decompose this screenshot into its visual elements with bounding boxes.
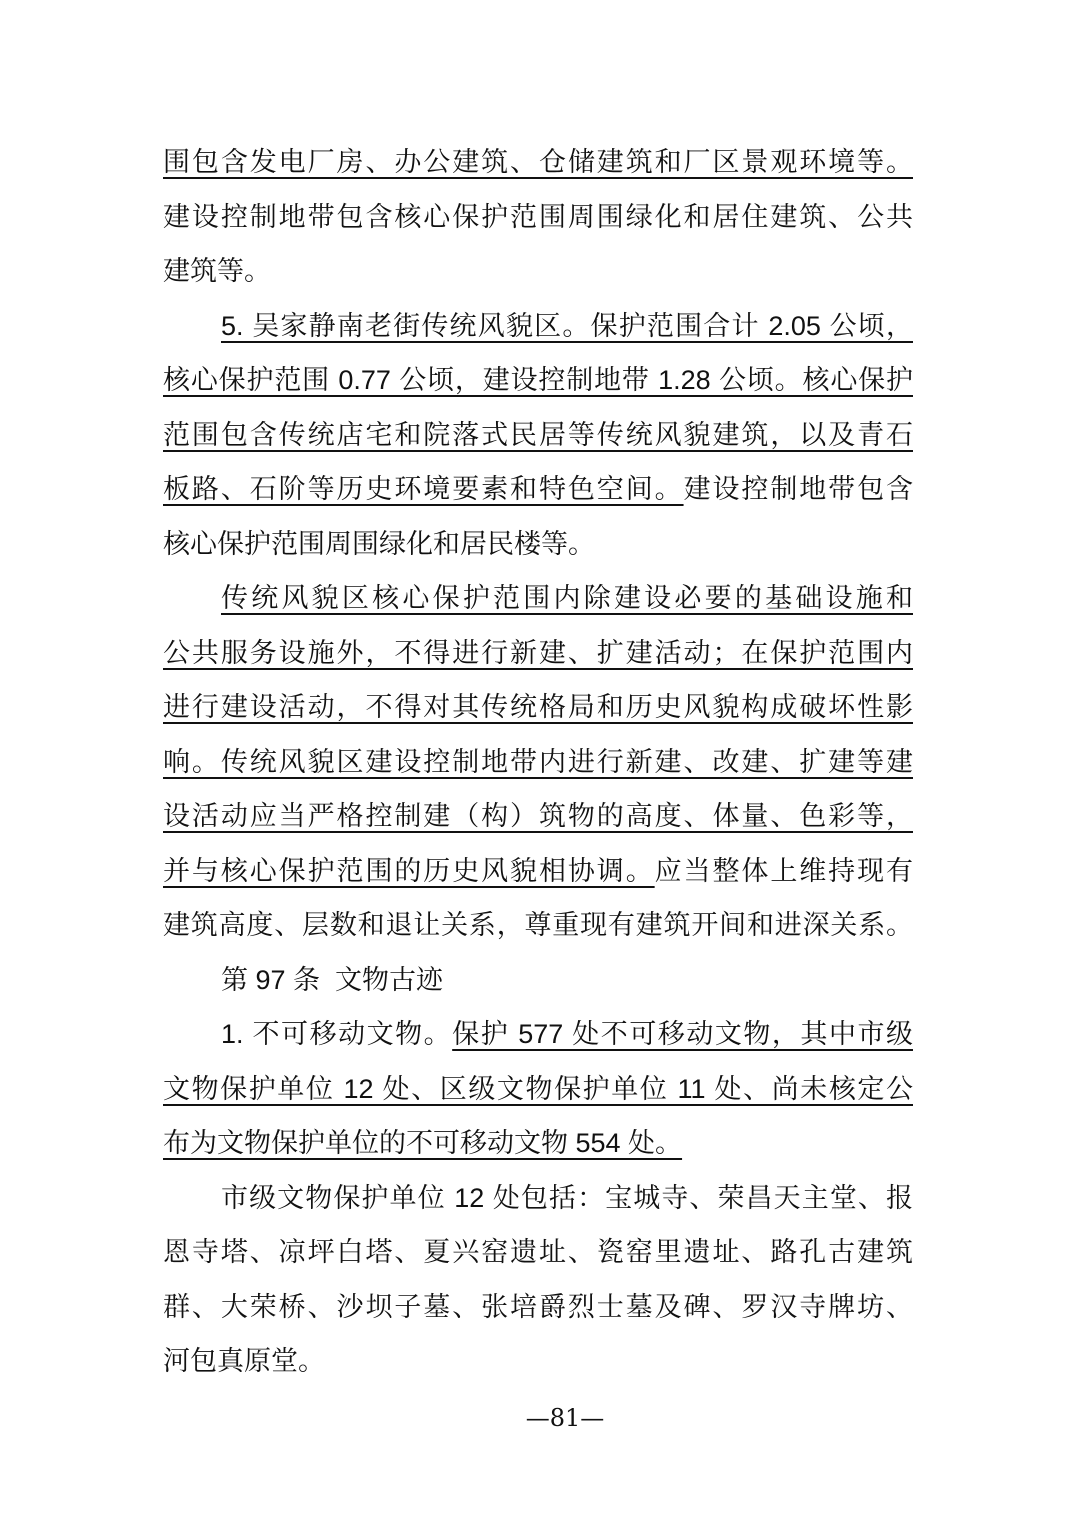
underlined-text: 文物保护单位 12 处、区级文物保护单位 11 处、尚未核定公 — [163, 1073, 913, 1104]
body-text: 群、大荣桥、沙坝子墓、张培爵烈士墓及碑、罗汉寺牌坊、 — [163, 1291, 913, 1322]
text-line — [163, 1225, 913, 1280]
paragraph-previous-item-continuation — [163, 135, 913, 299]
text-line — [163, 898, 913, 953]
text-line — [163, 735, 913, 790]
paragraph-item-5 — [163, 299, 913, 572]
page-number: —81— — [525, 1404, 605, 1432]
text-line — [163, 244, 913, 299]
underlined-text: 围包含发电厂房、办公建筑、仓储建筑和厂区景观环境等。 — [163, 147, 913, 177]
body-text: 市级文物保护单位 12 处包括：宝城寺、荣昌天主堂、报 — [221, 1182, 913, 1213]
text-line — [163, 1280, 913, 1335]
underlined-text: 布为文物保护单位的不可移动文物 554 处。 — [163, 1128, 683, 1158]
text-line — [163, 299, 913, 354]
text-line — [163, 1007, 913, 1062]
body-text: 建筑等。 — [163, 256, 271, 286]
text-line — [163, 789, 913, 844]
article-title: 第 97 条 文物古迹 — [221, 964, 444, 995]
underlined-text: 并与核心保护范围的历史风貌相协调。 — [163, 855, 655, 886]
heading-line — [163, 953, 913, 1008]
text-line — [163, 844, 913, 899]
text-line — [163, 680, 913, 735]
text-line — [163, 517, 913, 572]
body-text: 建筑高度、层数和退让关系，尊重现有建筑开间和进深关系。 — [163, 910, 913, 940]
text-line — [163, 1334, 913, 1389]
body-text: 河包真原堂。 — [163, 1346, 325, 1376]
text-line — [163, 135, 913, 190]
underlined-text: 范围包含传统店宅和院落式民居等传统风貌建筑，以及青石 — [163, 419, 913, 450]
text-line — [163, 626, 913, 681]
text-line — [163, 408, 913, 463]
underlined-text: 传统风貌区核心保护范围内除建设必要的基础设施和 — [221, 583, 913, 613]
body-text: 恩寺塔、凉坪白塔、夏兴窑遗址、瓷窑里遗址、路孔古建筑 — [163, 1237, 913, 1267]
underlined-text: 进行建设活动，不得对其传统格局和历史风貌构成破坏性影 — [163, 692, 913, 722]
text-line — [163, 1116, 913, 1171]
underlined-text: 板路、石阶等历史环境要素和特色空间。 — [163, 474, 684, 504]
article-heading — [163, 953, 913, 1008]
underlined-text: 响。传统风貌区建设控制地带内进行新建、改建、扩建等建 — [163, 746, 913, 777]
underlined-text: 保护 577 处不可移动文物，其中市级 — [452, 1019, 913, 1049]
underlined-text: 公共服务设施外，不得进行新建、扩建活动；在保护范围内 — [163, 637, 913, 668]
body-text: 应当整体上维持现有 — [654, 855, 914, 886]
paragraph-item-1-immovable-relics — [163, 1007, 913, 1171]
paragraph-protection-rules — [163, 571, 913, 953]
text-line — [163, 1062, 913, 1117]
body-text: 建设控制地带包含 — [683, 474, 914, 504]
underlined-text: 5. 吴家静南老街传统风貌区。保护范围合计 2.05 公顷， — [221, 310, 913, 341]
paragraph-municipal-units-list — [163, 1171, 913, 1389]
text-line — [163, 1171, 913, 1226]
text-line — [163, 353, 913, 408]
document-body — [163, 135, 913, 1389]
body-text: 建设控制地带包含核心保护范围周围绿化和居住建筑、公共 — [163, 201, 913, 232]
text-line — [163, 190, 913, 245]
underlined-text: 核心保护范围 0.77 公顷，建设控制地带 1.28 公顷。核心保护 — [163, 365, 913, 395]
text-line — [163, 571, 913, 626]
body-text: 核心保护范围周围绿化和居民楼等。 — [163, 528, 595, 559]
text-line — [163, 462, 913, 517]
underlined-text: 设活动应当严格控制建（构）筑物的高度、体量、色彩等， — [163, 801, 913, 831]
body-text: 1. 不可移动文物。 — [221, 1019, 453, 1049]
